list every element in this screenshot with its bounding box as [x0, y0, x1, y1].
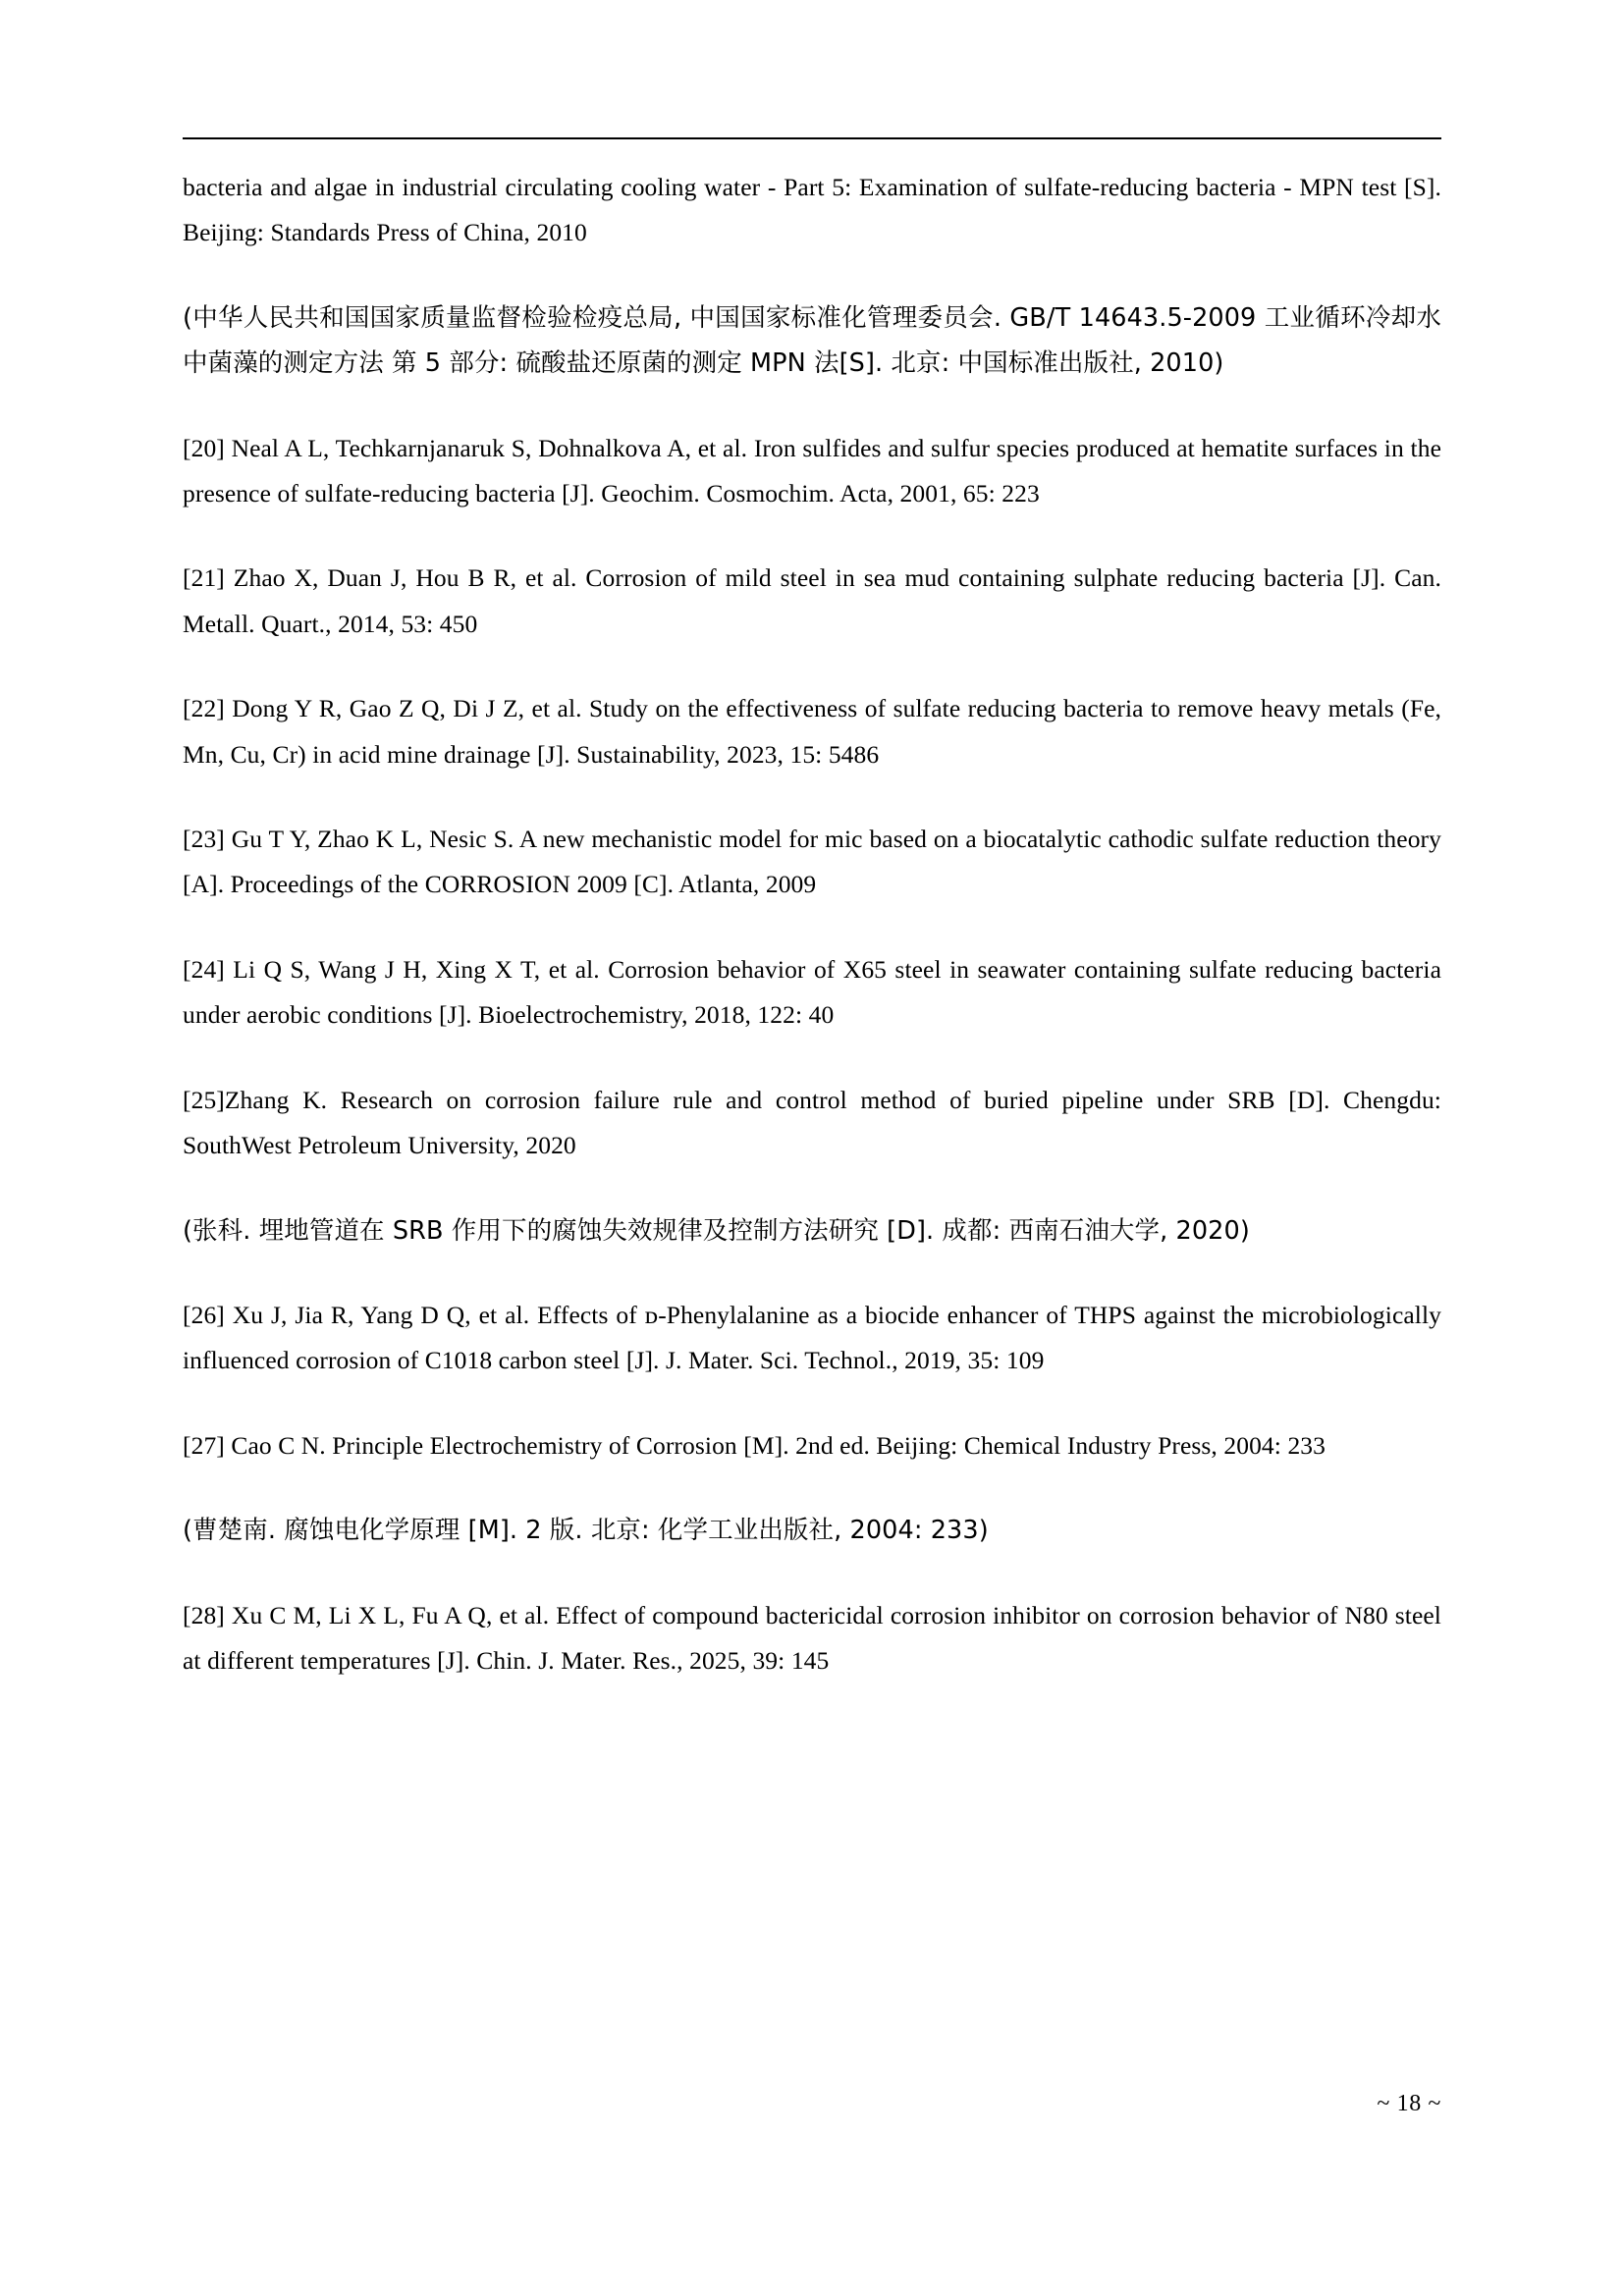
reference-paragraph: [21] Zhao X, Duan J, Hou B R, et al. Corrosion of mild steel in sea mud containing sulphate reducing bacteria [J]. Can. Metall. Quart., 2014, 53: 450 [183, 563, 1441, 638]
reference-paragraph: (张科. 埋地管道在 SRB 作用下的腐蚀失效规律及控制方法研究 [D]. 成都: 西南石油大学, 2020) [183, 1215, 1250, 1246]
page-body [183, 137, 1441, 1683]
reference-paragraph: [25]Zhang K. Research on corrosion failure rule and control method of buried pipeline under SRB [D]. Chengdu: SouthWest Petroleum University, 2020 [183, 1085, 1441, 1160]
reference-paragraph: [24] Li Q S, Wang J H, Xing X T, et al. Corrosion behavior of X65 steel in seawater containing sulfate reducing bacteria under aerobic conditions [J]. Bioelectrochemistry, 2018, 122: 40 [183, 954, 1441, 1030]
reference-paragraph: (中华人民共和国国家质量监督检验检疫总局, 中国国家标准化管理委员会. GB/T 14643.5-2009 工业循环冷却水中菌藻的测定方法 第 5 部分: 硫酸盐还原菌的测定 MPN 法[S]. 北京: 中国标准出版社, 2010) [183, 302, 1441, 379]
header-rule [183, 137, 1441, 139]
reference-paragraph: bacteria and algae in industrial circulating cooling water - Part 5: Examination of sulfate-reducing bacteria - MPN test [S]. Beijing: Standards Press of China, 2010 [183, 173, 1441, 247]
reference-paragraph: [26] Xu J, Jia R, Yang D Q, et al. Effects of ᴅ-Phenylalanine as a biocide enhancer of THPS against the microbiologically influenced corrosion of C1018 carbon steel [J]. J. Mater. Sci. Technol., 2019, 35: 109 [183, 1300, 1441, 1375]
reference-paragraph: [22] Dong Y R, Gao Z Q, Di J Z, et al. Study on the effectiveness of sulfate reducing bacteria to remove heavy metals (Fe, Mn, Cu, Cr) in acid mine drainage [J]. Sustainability, 2023, 15: 5486 [183, 694, 1441, 769]
reference-paragraph: [28] Xu C M, Li X L, Fu A Q, et al. Effect of compound bactericidal corrosion inhibitor on corrosion behavior of N80 steel at different temperatures [J]. Chin. J. Mater. Res., 2025, 39: 145 [183, 1600, 1441, 1675]
reference-paragraph: [23] Gu T Y, Zhao K L, Nesic S. A new mechanistic model for mic based on a biocatalytic cathodic sulfate reduction theory [A]. Proceedings of the CORROSION 2009 [C]. Atlanta, 2009 [183, 825, 1441, 899]
reference-paragraph: [20] Neal A L, Techkarnjanaruk S, Dohnalkova A, et al. Iron sulfides and sulfur species produced at hematite surfaces in the presence of sulfate-reducing bacteria [J]. Geochim. Cosmochim. Acta, 2001, 65: 223 [183, 433, 1441, 508]
reference-paragraph: [27] Cao C N. Principle Electrochemistry of Corrosion [M]. 2nd ed. Beijing: Chemical Industry Press, 2004: 233 [183, 1430, 1326, 1460]
reference-paragraph: (曹楚南. 腐蚀电化学原理 [M]. 2 版. 北京: 化学工业出版社, 2004: 233) [183, 1516, 989, 1546]
page-number: ~ 18 ~ [1377, 2091, 1441, 2116]
